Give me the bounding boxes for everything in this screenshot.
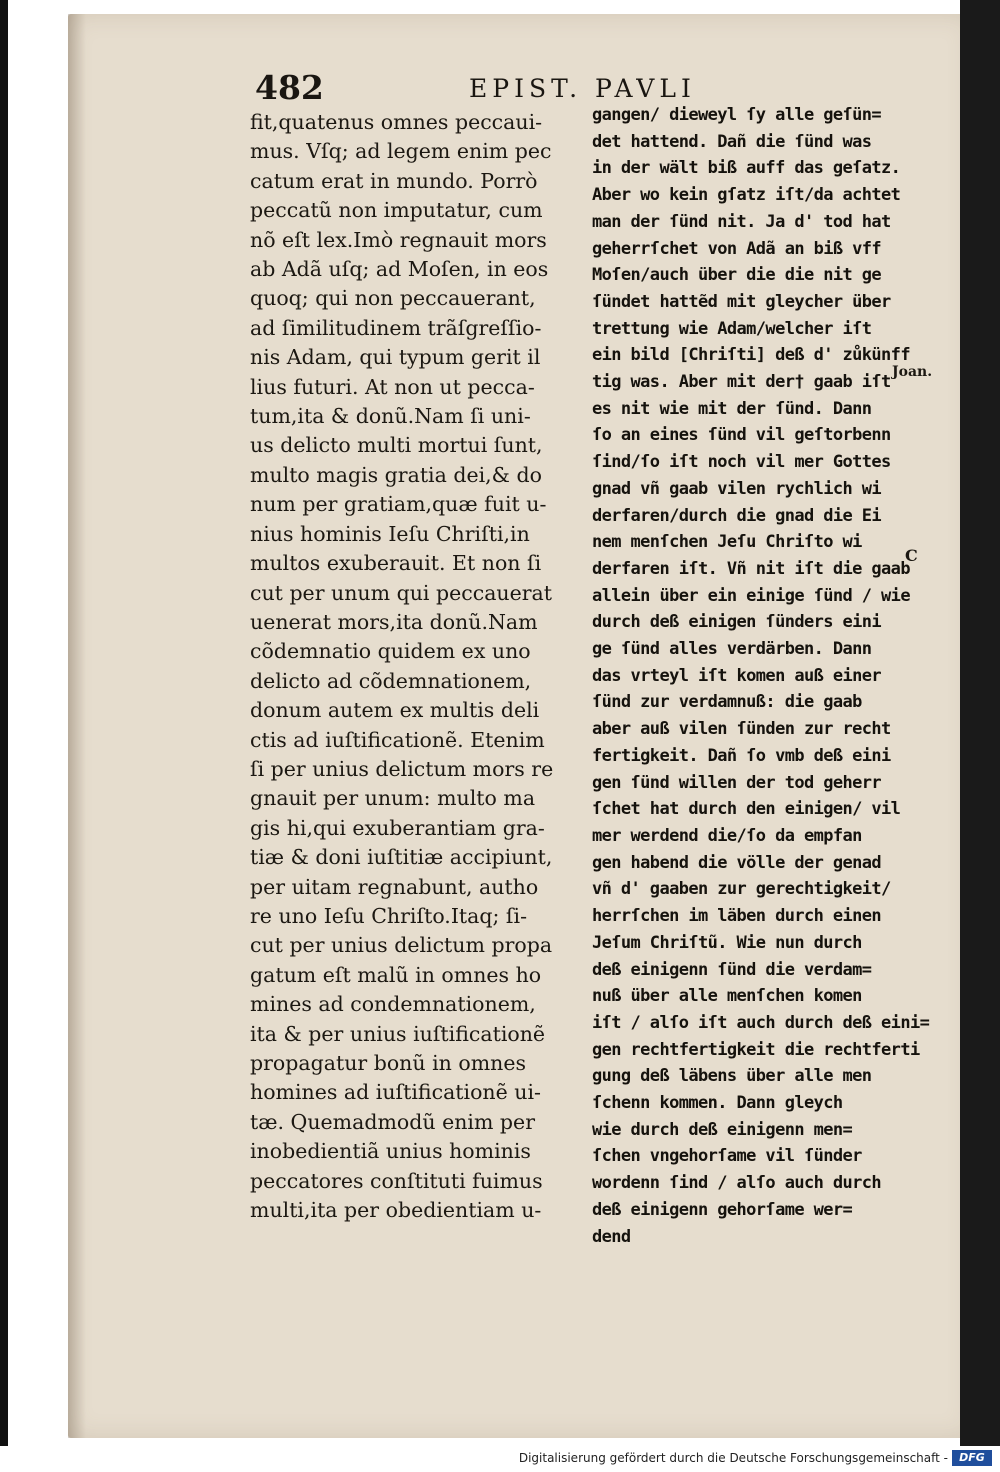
german-text-line: durch deß einigen ſünders eini <box>592 612 882 633</box>
latin-text-line: uenerat mors,ita donũ.Nam <box>250 609 538 634</box>
latin-text-line: lius futuri. At non ut pecca- <box>250 374 535 399</box>
german-text-line: herrſchen im läben durch einen <box>592 906 882 927</box>
german-text-line: ſo an eines ſünd vil geſtorbenn <box>592 425 891 446</box>
latin-text-line: mus. Vſq; ad legem enim pec <box>250 139 552 164</box>
german-text-line: gangen/ dieweyl ſy alle geſün= <box>592 105 882 125</box>
latin-text-line: tiæ & doni iuſtitiæ accipiunt, <box>250 845 553 870</box>
german-text-line: derfaren iſt. Vñ nit iſt die gaab <box>592 558 910 579</box>
footer-bar <box>0 1446 1000 1472</box>
latin-text-line: ab Adã uſq; ad Moſen, in eos <box>250 257 549 282</box>
latin-text-line: gnauit per unum: multo ma <box>250 786 536 811</box>
german-text-line: ſchet hat durch den einigen/ vil <box>592 799 901 820</box>
funding-credit: Digitalisierung gefördert durch die Deutsche Forschungsgemeinschaft - <box>518 1451 948 1465</box>
german-text-line: deß einigenn ſünd die verdam= <box>592 959 872 980</box>
german-text-line: ſünd zur verdamnuß: die gaab <box>592 692 862 713</box>
latin-text-line: peccatũ non imputatur, cum <box>250 198 543 223</box>
latin-text-line: fit,quatenus omnes peccaui- <box>250 110 543 134</box>
latin-text-line: cut per unum qui peccauerat <box>250 580 553 605</box>
margin-note-joan: Joan. <box>892 364 933 380</box>
german-text-line: in der wält biß auff das geſatz. <box>592 158 901 179</box>
german-text-line: nem menſchen Jeſu Chriſto wi <box>592 532 862 553</box>
german-text-line: deß einigenn gehorſame wer= <box>592 1199 853 1220</box>
german-text-line: det hattend. Dañ die ſünd was <box>592 131 872 152</box>
latin-text-line: delicto ad cõdemnationem, <box>250 668 532 693</box>
latin-text-line: multos exuberauit. Et non ſi <box>250 551 542 576</box>
latin-text-line: nis Adam, qui typum gerit il <box>250 345 541 370</box>
latin-text-line: cut per unius delictum propa <box>250 933 553 958</box>
latin-text-line: ſi per unius delictum mors re <box>250 756 554 781</box>
latin-text-line: nius hominis Ieſu Chriſti,in <box>250 521 530 546</box>
german-text-line: dend <box>592 1226 631 1247</box>
german-text-line: Jeſum Chriſtũ. Wie nun durch <box>592 932 862 953</box>
latin-text-line: propagatur bonũ in omnes <box>250 1051 527 1075</box>
german-text-line: vñ d' gaaben zur gerechtigkeit/ <box>592 879 891 900</box>
binding-gutter <box>68 14 86 1438</box>
scan-page <box>8 0 1000 1446</box>
german-text-line: geherrſchet von Adã an biß vff <box>592 238 882 259</box>
latin-text-line: catum erat in mundo. Porrò <box>250 168 538 193</box>
latin-text-line: nõ eſt lex.Imò regnauit mors <box>250 227 547 252</box>
latin-text-line: multi,ita per obedientiam u- <box>250 1198 542 1223</box>
german-text-line: gen habend die völle der genad <box>592 852 882 873</box>
latin-text-line: re uno Ieſu Chriſto.Itaq; ſi- <box>250 903 527 928</box>
german-text-line: ſündet hattẽd mit gleycher über <box>592 291 891 312</box>
latin-text-line: ad ſimilitudinem trãſgreſſio- <box>250 315 542 340</box>
latin-text-line: homines ad iuſtificationẽ ui- <box>250 1080 541 1105</box>
german-text-line: wie durch deß einigenn men= <box>592 1119 853 1140</box>
german-text-line: wordenn ſind / alſo auch durch <box>592 1173 882 1194</box>
german-text-line: Aber wo kein gſatz iſt/da achtet <box>592 185 901 206</box>
german-text-line: trettung wie Adam/welcher iſt <box>592 318 872 339</box>
latin-text-line: peccatores conſtituti fuimus <box>250 1168 543 1193</box>
latin-text-line: quoq; qui non peccauerant, <box>250 286 536 311</box>
german-text-line: das vrteyl iſt komen auß einer <box>592 665 882 686</box>
german-text-line: Moſen/auch über die die nit ge <box>592 265 882 286</box>
latin-text-line: per uitam regnabunt, autho <box>250 874 539 899</box>
scan-edge-bar <box>960 0 1000 1446</box>
latin-text-line: multo magis gratia dei,& do <box>250 462 542 487</box>
running-head: EPIST. PAVLI <box>469 74 696 103</box>
german-text-line: iſt / alſo iſt auch durch deß eini= <box>592 1012 930 1033</box>
german-text-line: es nit wie mit der ſünd. Dann <box>592 398 872 419</box>
latin-column <box>250 108 580 1225</box>
latin-text-line: num per gratiam,quæ fuit u- <box>250 492 547 517</box>
latin-text-line: cõdemnatio quidem ex uno <box>250 639 531 664</box>
latin-text-line: tum,ita & donũ.Nam ſi uni- <box>250 404 531 429</box>
german-text-line: tig was. Aber mit der† gaab iſt <box>592 372 891 393</box>
latin-text-line: gatum eſt malũ in omnes ho <box>250 962 542 987</box>
page-number: 482 <box>255 68 324 107</box>
dfg-logo: DFG <box>952 1450 992 1466</box>
german-text-line: aber auß vilen ſünden zur recht <box>592 719 891 740</box>
german-text-line: mer werdend die/ſo da empfan <box>592 825 862 846</box>
german-text-line: derfaren/durch die gnad die Ei <box>592 505 882 526</box>
latin-text-line: ctis ad iuſtificationẽ. Etenim <box>250 727 545 752</box>
german-text-line: gung deß läbens über alle men <box>592 1066 872 1087</box>
latin-text-line: mines ad condemnationem, <box>250 992 536 1017</box>
latin-text-line: ita & per unius iuſtificationẽ <box>250 1021 546 1046</box>
german-text-line: ſind/ſo iſt noch vil mer Gottes <box>592 452 891 473</box>
german-text-line: ein bild [Chriſti] deß d' zůkünff <box>592 345 910 366</box>
latin-text-line: inobedientiã unius hominis <box>250 1139 531 1164</box>
german-text-line: ſchen vngehorſame vil ſünder <box>592 1146 862 1167</box>
german-text-line: allein über ein einige ſünd / wie <box>592 585 910 606</box>
german-text-line: fertigkeit. Dañ ſo vmb deß eini <box>592 745 891 766</box>
german-text-line: nuß über alle menſchen komen <box>592 986 862 1007</box>
margin-section-mark: C <box>905 546 918 565</box>
german-text-line: ſchenn kommen. Dann gleych <box>592 1093 843 1114</box>
german-text-line: man der ſünd nit. Ja d' tod hat <box>592 211 891 232</box>
latin-text-line: tæ. Quemadmodũ enim per <box>250 1109 535 1134</box>
german-text-line: ge ſünd alles verdärben. Dann <box>592 639 872 660</box>
latin-text-line: donum autem ex multis deli <box>250 698 540 723</box>
german-text-line: gen ſünd willen der tod geherr <box>592 772 882 793</box>
german-text-line: gnad vñ gaab vilen rychlich wi <box>592 478 882 499</box>
latin-text-line: us delicto multi mortui ſunt, <box>250 433 543 458</box>
german-text-line: gen rechtfertigkeit die rechtferti <box>592 1039 920 1060</box>
latin-text-line: gis hi,qui exuberantiam gra- <box>250 815 545 840</box>
german-column <box>592 102 962 1250</box>
